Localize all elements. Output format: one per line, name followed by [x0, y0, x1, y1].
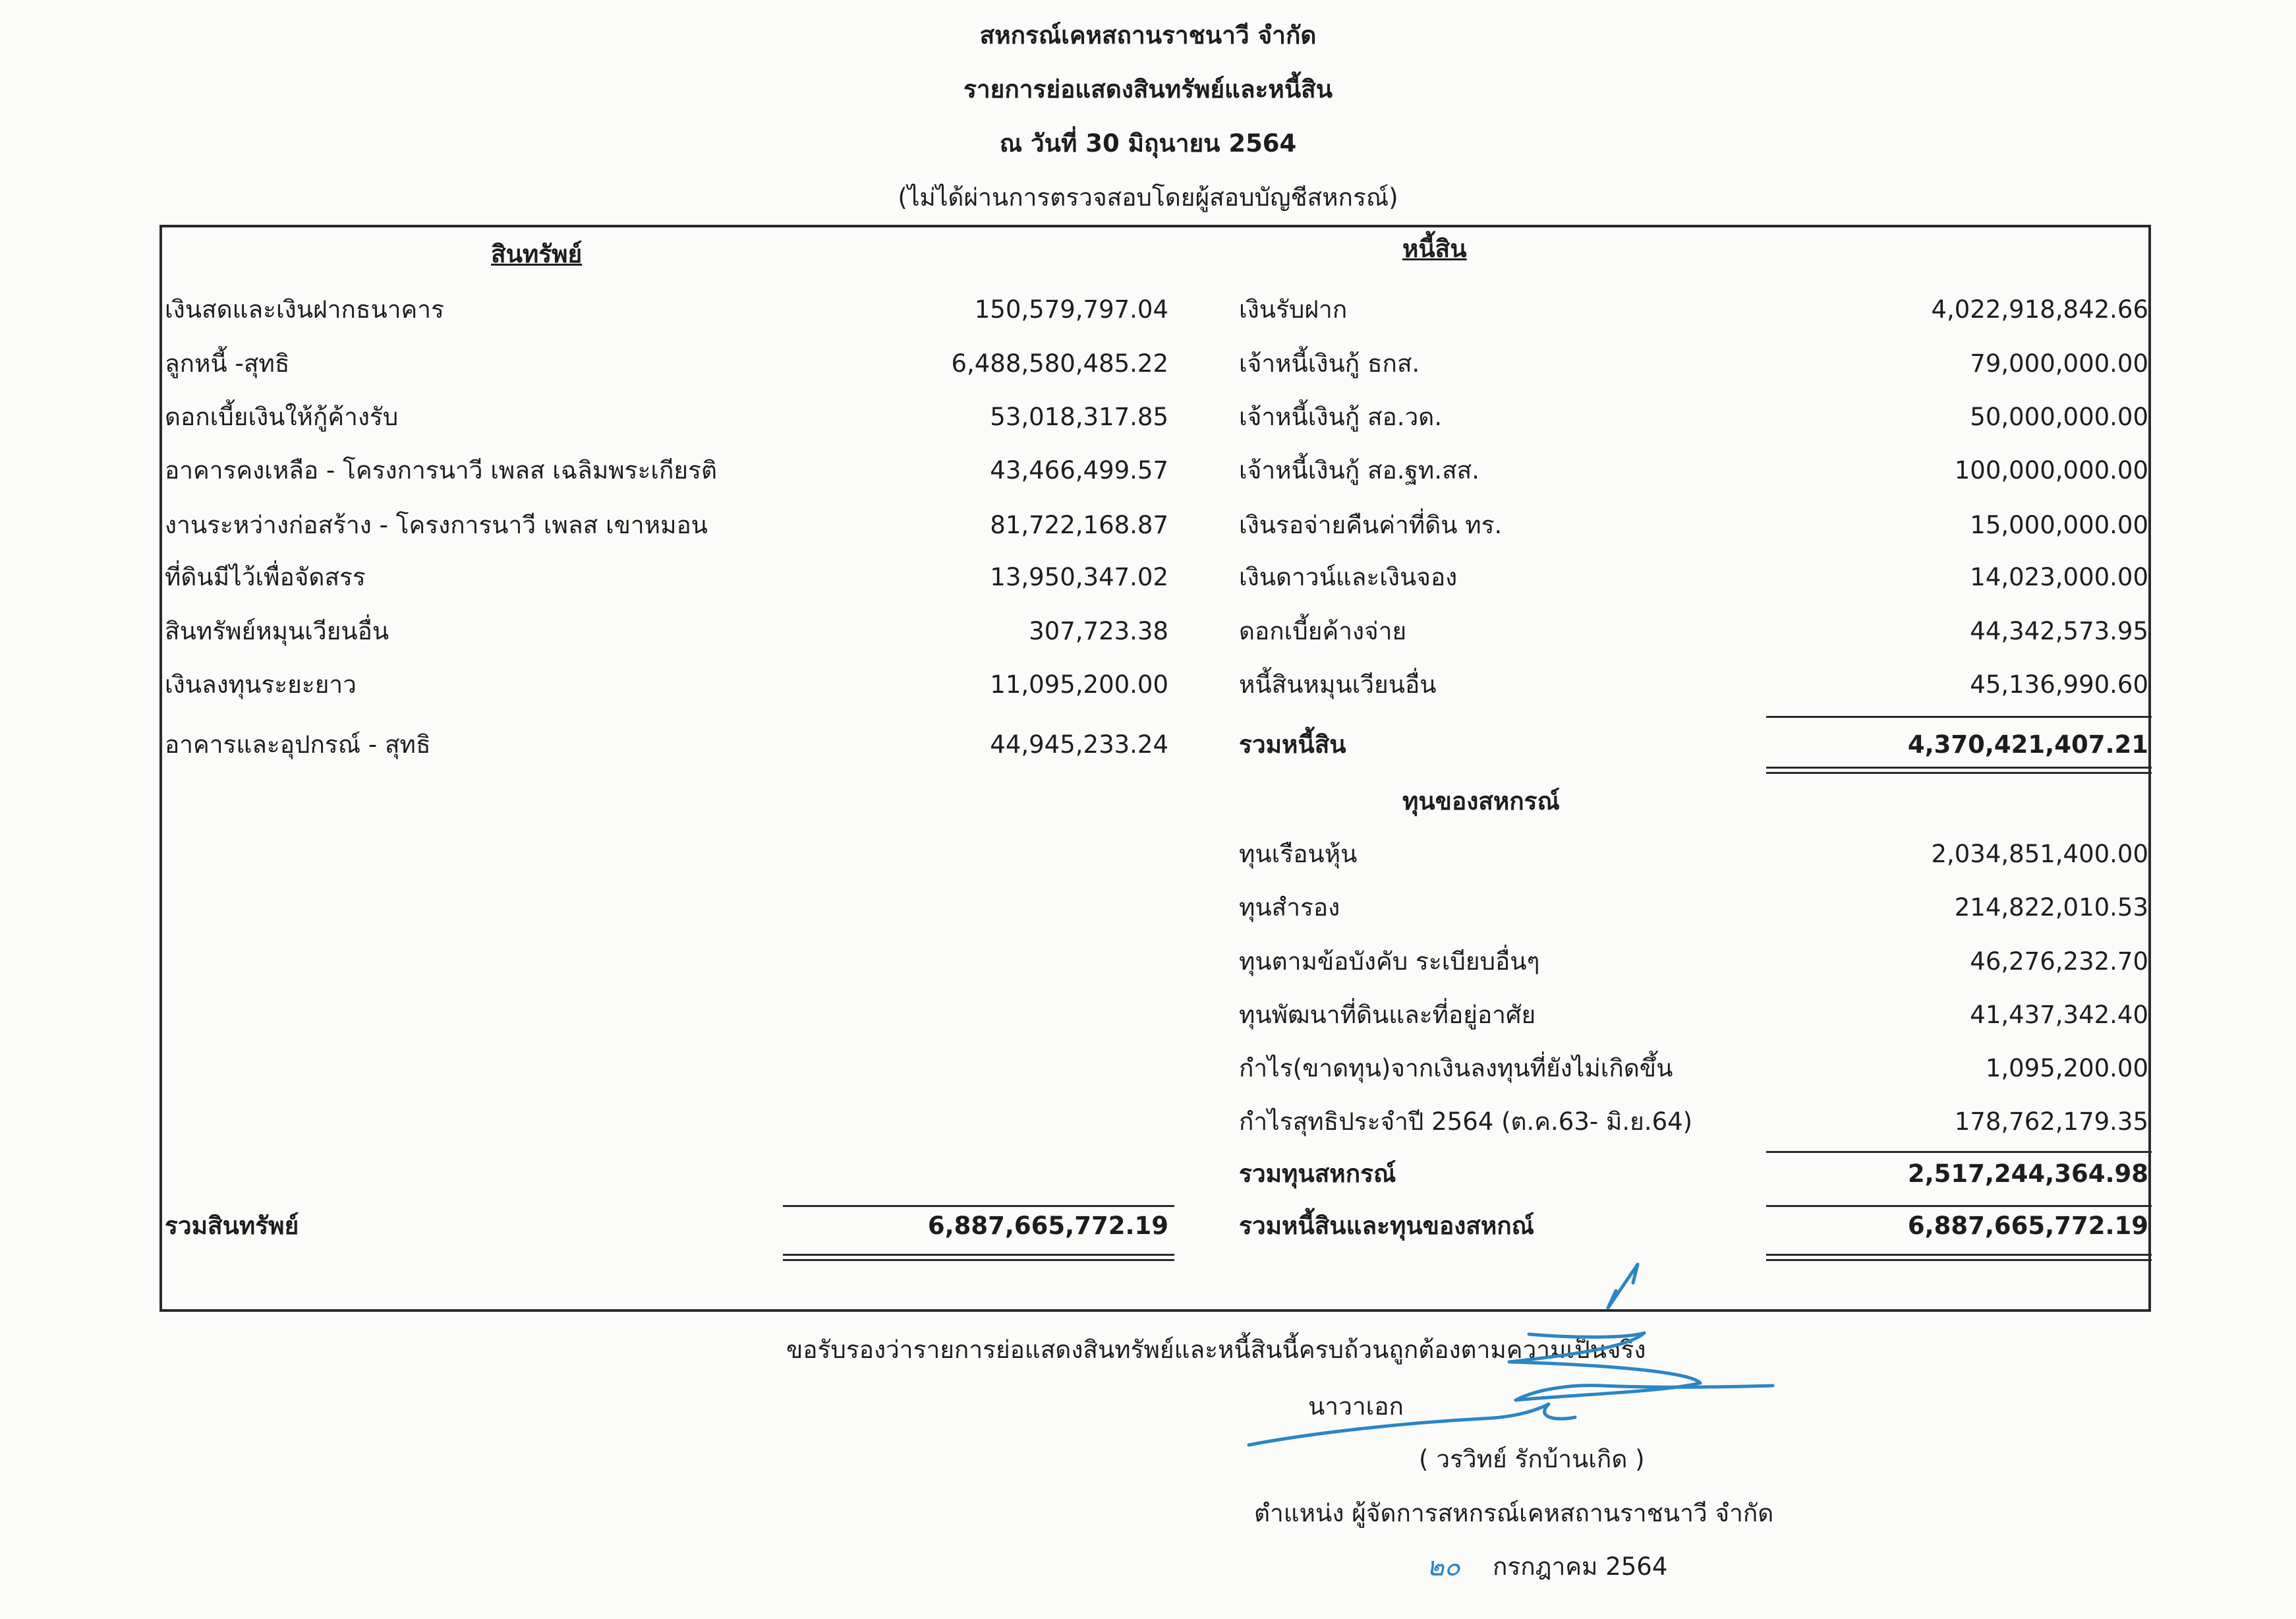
liability-label: เจ้าหนี้เงินกู้ สอ.วด.	[1239, 403, 1443, 431]
signer-name: ( วรวิทย์ รักบ้านเกิด )	[1419, 1445, 1645, 1473]
assets-total-value: 6,887,665,772.19	[927, 1212, 1168, 1240]
equity-value: 1,095,200.00	[1985, 1054, 2148, 1082]
liability-value: 45,136,990.60	[1970, 670, 2148, 699]
liabilities-total-label: รวมหนี้สิน	[1239, 730, 1346, 759]
liabilities-total-value: 4,370,421,407.21	[1907, 730, 2148, 759]
asset-value: 6,488,580,485.22	[951, 349, 1168, 378]
audit-note: (ไม่ได้ผ่านการตรวจสอบโดยผู้สอบบัญชีสหกรณ์)	[898, 183, 1398, 212]
signer-rank: นาวาเอก	[1308, 1392, 1404, 1421]
liability-value: 50,000,000.00	[1970, 403, 2148, 431]
asset-value: 44,945,233.24	[990, 730, 1168, 759]
liability-label: เงินดาวน์และเงินจอง	[1239, 563, 1458, 591]
equity-heading: ทุนของสหกรณ์	[1402, 787, 1560, 815]
liability-value: 44,342,573.95	[1970, 617, 2148, 645]
asset-value: 53,018,317.85	[990, 403, 1168, 431]
liability-label: เจ้าหนี้เงินกู้ ธกส.	[1239, 349, 1420, 378]
equity-label: ทุนตามข้อบังคับ ระเบียบอื่นๆ	[1239, 947, 1540, 976]
asset-value: 150,579,797.04	[974, 295, 1168, 324]
report-title: รายการย่อแสดงสินทรัพย์และหนี้สิน	[963, 75, 1333, 103]
assets-heading: สินทรัพย์	[491, 240, 583, 268]
asset-label: สินทรัพย์หมุนเวียนอื่น	[165, 617, 389, 645]
asset-value: 307,723.38	[1029, 617, 1168, 645]
equity-value: 214,822,010.53	[1954, 893, 2148, 922]
equity-value: 2,034,851,400.00	[1931, 840, 2148, 868]
equity-value: 178,762,179.35	[1954, 1107, 2148, 1136]
organization-name: สหกรณ์เคหสถานราชนาวี จำกัด	[979, 21, 1317, 49]
equity-total-value: 2,517,244,364.98	[1907, 1160, 2148, 1188]
asset-value: 43,466,499.57	[990, 456, 1168, 485]
report-date: ณ วันที่ 30 มิถุนายน 2564	[999, 129, 1297, 158]
liability-value: 100,000,000.00	[1954, 456, 2148, 485]
signed-day: ๒๐	[1427, 1552, 1460, 1582]
equity-label: กำไร(ขาดทุน)จากเงินลงทุนที่ยังไม่เกิดขึ้น	[1239, 1054, 1673, 1082]
grand-total-value: 6,887,665,772.19	[1907, 1212, 2148, 1240]
assets-total-label: รวมสินทรัพย์	[165, 1212, 299, 1240]
liabilities-heading: หนี้สิน	[1402, 235, 1467, 263]
signed-date: กรกฎาคม 2564	[1493, 1552, 1668, 1581]
signer-position: ตำแหน่ง ผู้จัดการสหกรณ์เคหสถานราชนาวี จำกัด	[1254, 1499, 1774, 1527]
liability-label: หนี้สินหมุนเวียนอื่น	[1239, 670, 1437, 699]
asset-value: 13,950,347.02	[990, 563, 1168, 591]
asset-label: อาคารและอุปกรณ์ - สุทธิ	[165, 730, 431, 759]
equity-label: กำไรสุทธิประจำปี 2564 (ต.ค.63- มิ.ย.64)	[1239, 1107, 1693, 1136]
liability-value: 4,022,918,842.66	[1931, 295, 2148, 324]
liability-value: 15,000,000.00	[1970, 511, 2148, 539]
equity-value: 41,437,342.40	[1970, 1001, 2148, 1029]
liability-label: เงินรอจ่ายคืนค่าที่ดิน ทร.	[1239, 511, 1503, 539]
asset-label: ที่ดินมีไว้เพื่อจัดสรร	[165, 563, 366, 591]
asset-label: ลูกหนี้ -สุทธิ	[165, 349, 290, 378]
liability-label: ดอกเบี้ยค้างจ่าย	[1239, 617, 1407, 645]
liability-value: 79,000,000.00	[1970, 349, 2148, 378]
asset-label: อาคารคงเหลือ - โครงการนาวี เพลส เฉลิมพระเกียรติ	[165, 456, 717, 485]
equity-value: 46,276,232.70	[1970, 947, 2148, 976]
equity-label: ทุนเรือนหุ้น	[1239, 840, 1358, 868]
liability-value: 14,023,000.00	[1970, 563, 2148, 591]
liability-label: เงินรับฝาก	[1239, 295, 1348, 324]
grand-total-label: รวมหนี้สินและทุนของสหกณ์	[1239, 1212, 1534, 1240]
asset-value: 11,095,200.00	[990, 670, 1168, 699]
asset-label: เงินสดและเงินฝากธนาคาร	[165, 295, 444, 324]
asset-label: ดอกเบี้ยเงินให้กู้ค้างรับ	[165, 403, 399, 431]
asset-label: งานระหว่างก่อสร้าง - โครงการนาวี เพลส เขาหมอน	[165, 511, 708, 539]
equity-label: ทุนสำรอง	[1239, 893, 1340, 922]
asset-label: เงินลงทุนระยะยาว	[165, 670, 357, 699]
certification-text: ขอรับรองว่ารายการย่อแสดงสินทรัพย์และหนี้สินนี้ครบถ้วนถูกต้องตามความเป็นจริง	[786, 1336, 1646, 1364]
liability-label: เจ้าหนี้เงินกู้ สอ.ฐท.สส.	[1239, 456, 1480, 485]
equity-label: ทุนพัฒนาที่ดินและที่อยู่อาศัย	[1239, 1001, 1536, 1029]
equity-total-label: รวมทุนสหกรณ์	[1239, 1160, 1396, 1188]
asset-value: 81,722,168.87	[990, 511, 1168, 539]
